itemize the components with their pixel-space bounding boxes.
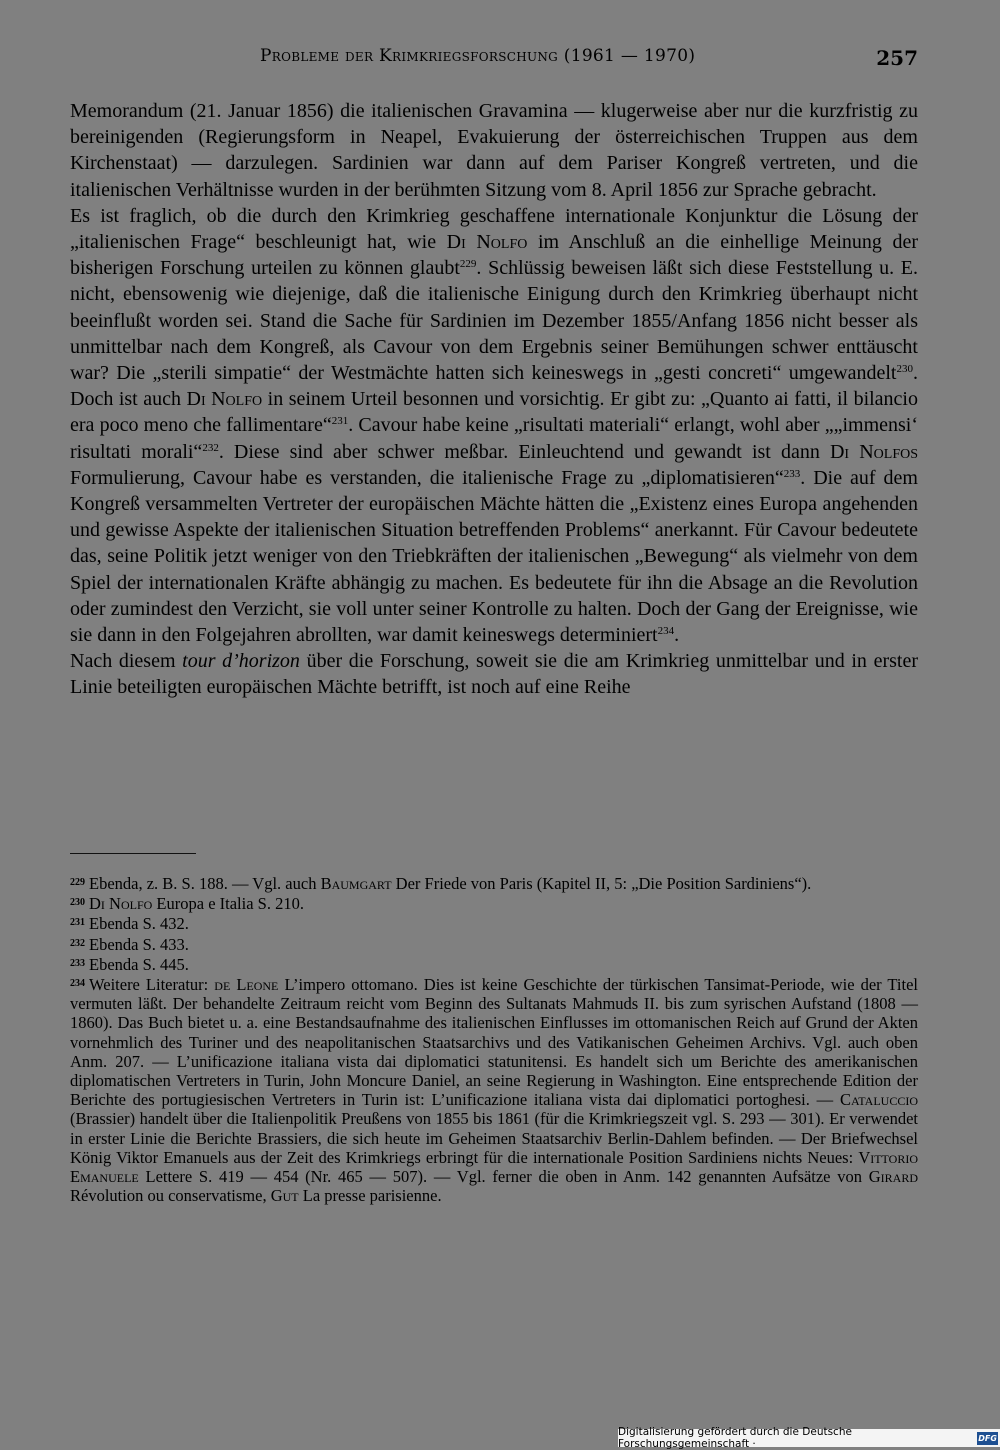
text-run: Der Friede von Paris (Kapitel II, 5: „Die Position Sardiniens“). [391,874,812,893]
footnote-230 [70,893,918,913]
page-header [70,44,918,74]
footnote-number: 231 [70,917,85,929]
text-run: Ebenda, z. B. S. 188. — Vgl. auch [89,874,321,893]
italic-phrase: tour d’horizon [182,650,300,673]
paragraph-1 [70,98,918,203]
footnote-number: 229 [70,877,85,888]
paragraph-3 [70,648,918,700]
text-run: L’impero ottomano. Dies ist keine Geschichte der türkischen Tansimat-Periode, wie der Titel vermuten läßt. Der behandelte Zeitraum reicht vom Beginn des Sultanats Mahmuds II. bis zum syrischen Aufstand (1808 — 1860). Das Buch bietet u. a. eine Bestandsaufnahme des italienischen Einflusses im ottomanischen Reich auf Grund der Akten vornehmlich des Turiner und des neapolitanischen Staatsarchivs und des Vatikanischen Geheimen Archivs. Vgl. auch oben Anm. 207. — L’unificazione italiana vista dai diplomatici statunitensi. Es handelt sich um Berichte des amerikanischen diplomatischen Vertreters in Turin, John Moncure Daniel, an seine Regierung in Washington. Eine entsprechende Edition der Berichte des portugiesischen Vertreters in Turin ist: L’unificazione italiana vista dai diplomatici portoghesi. — [70,975,918,1110]
paragraph-2 [70,203,918,648]
text-run: Formulierung, Cavour habe es verstanden, die italienische Frage zu „diplomatisieren“ [70,466,784,489]
footnote-232 [70,934,918,954]
author-name: Di Nolfo [186,388,263,411]
dfg-logo-icon[interactable]: DFG [978,1433,997,1443]
text-run: Lettere S. 419 — 454 (Nr. 465 — 507). — Vgl. ferner die oben in Anm. 142 genannten Aufsätze von [138,1167,869,1187]
footnote-number: 230 [70,897,85,909]
footnote-234 [70,974,918,1205]
author-name: Girard [868,1167,918,1187]
footnote-number: 234 [70,978,85,990]
footnote-233 [70,954,918,974]
text-run: . Doch ist auch [70,362,918,411]
author-name: Cataluccio [839,1090,918,1110]
text-run: . Diese sind aber schwer meßbar. Einleuchtend und gewandt ist dann [218,440,830,463]
footnote-ref[interactable]: 231 [331,415,349,428]
author-name: Di Nolfo [446,231,528,254]
author-name: Gut [270,1186,299,1206]
footnotes [70,873,918,1205]
text-run: La presse parisienne. [298,1186,442,1206]
text-run: (Brassier) handelt über die Italienpolitik Preußens von 1855 bis 1861 (für die Krimkriegszeit vgl. S. 293 — 301). Er verwendet in erster Linie die Berichte Brassiers, die sich heute im Geheimen Staatsarchiv Berlin-Dahlem befinden. — Der Briefwechsel König Viktor Emanuels aus der Zeit des Krimkriegs erbringt für die internationale Position Sardiniens nichts Neues: [70,1109,918,1167]
page-number: 257 [876,46,918,70]
footnote-ref[interactable]: 230 [896,363,913,376]
running-title: Probleme der Krimkriegsforschung (1961 — 1970) [260,46,696,66]
text-run: . [674,624,680,647]
footnote-number: 232 [70,937,85,949]
text-run: . Cavour habe keine „risultati materiali“ erlangt, wohl aber „„immensi‘ risultati morali“ [70,414,918,463]
author-name: Baumgart [320,874,392,893]
text-run: in seinem Urteil besonnen und vorsichtig. Er gibt zu: „Quanto ai fatti, il bilancio era poco meno che fallimentare“ [70,388,918,437]
main-text [70,98,918,701]
text-run: im Anschluß an die einhellige Meinung der bisherigen Forschung urteilen zu können glaubt [70,231,919,280]
text-run: Ebenda S. 445. [89,954,189,974]
author-name: Vittorio Emanuele [70,1147,918,1187]
author-name: Di Nolfo [89,894,153,914]
text-run: Nach diesem [70,650,183,673]
dfg-funding-banner [618,1426,1000,1450]
author-name: de Leone [214,975,279,995]
funding-notice: Digitalisierung gefördert durch die Deutsche Forschungsgemeinschaft · [618,1426,852,1450]
footnote-ref[interactable]: 234 [657,625,675,638]
text-run: Ebenda S. 433. [89,934,189,954]
footnote-separator [70,853,196,854]
footnote-229 [70,873,918,893]
footnote-231 [70,913,918,933]
paragraph-1-text: Memorandum (21. Januar 1856) die italienischen Gravamina — klugerweise aber nur die kurzfristig zu bereinigenden (Regierungsform in Neapel, Evakuierung der österreichischen Truppen aus dem Kirchenstaat) — darzulegen. Sardinien war dann auf dem Pariser Kongreß vertreten, und die italienischen Verhältnisse wurden in der berühmten Sitzung vom 8. April 1856 zur Sprache gebracht. [70,100,918,201]
footnote-ref[interactable]: 229 [459,258,477,271]
text-run: . Schlüssig beweisen läßt sich diese Feststellung u. E. nicht, ebensowenig wie diejenige, daß die italienische Einigung durch den Krimkrieg überhaupt nicht beeinflußt worden sei. Stand die Sache für Sardinien im Dezember 1855/Anfang 1856 nicht besser als unmittelbar nach dem Kongreß, als Cavour von dem Ergebnis seiner Bemühungen schwer enttäuscht war? Die „sterili simpatie“ der Westmächte hatten sich keineswegs in „gesti concreti“ umgewandelt [70,257,918,385]
text-run: Ebenda S. 432. [89,914,189,934]
author-name: Di Nolfos [829,440,918,463]
text-run: über die Forschung, soweit sie die am Krimkrieg unmittelbar und in erster Linie beteiligten europäischen Mächte betrifft, ist noch auf eine Reihe [70,650,918,699]
text-run: Révolution ou conservatisme, [70,1186,271,1206]
text-run: Weitere Literatur: [89,975,215,995]
text-run: . Die auf dem Kongreß versammelten Vertreter der europäischen Mächte hätten die „Existenz eines Europa angehenden und gewisse Aspekte der italienischen Situation betreffenden Problems“ anerkannt. Für Cavour bedeutete das, seine Politik jetzt weniger von den Triebkräften der italienischen „Bewegung“ als vielmehr von dem Spiel der internationalen Kräfte abhängig zu machen. Es bedeutete für ihn die Absage an die Revolution oder zumindest den Verzicht, sie voll unter seiner Kontrolle zu halten. Doch der Gang der Ereignisse, wie sie dann in den Folgejahren abrollten, war damit keineswegs determiniert [70,466,918,647]
footnote-ref[interactable]: 232 [202,441,219,454]
text-run: Es ist fraglich, ob die durch den Krimkrieg geschaffene internationale Konjunktur die Lösung der „italienischen Frage“ beschleunigt hat, wie [70,204,918,254]
footnote-ref[interactable]: 233 [783,467,801,480]
text-run: Europa e Italia S. 210. [152,894,304,914]
footnote-number: 233 [70,957,85,969]
